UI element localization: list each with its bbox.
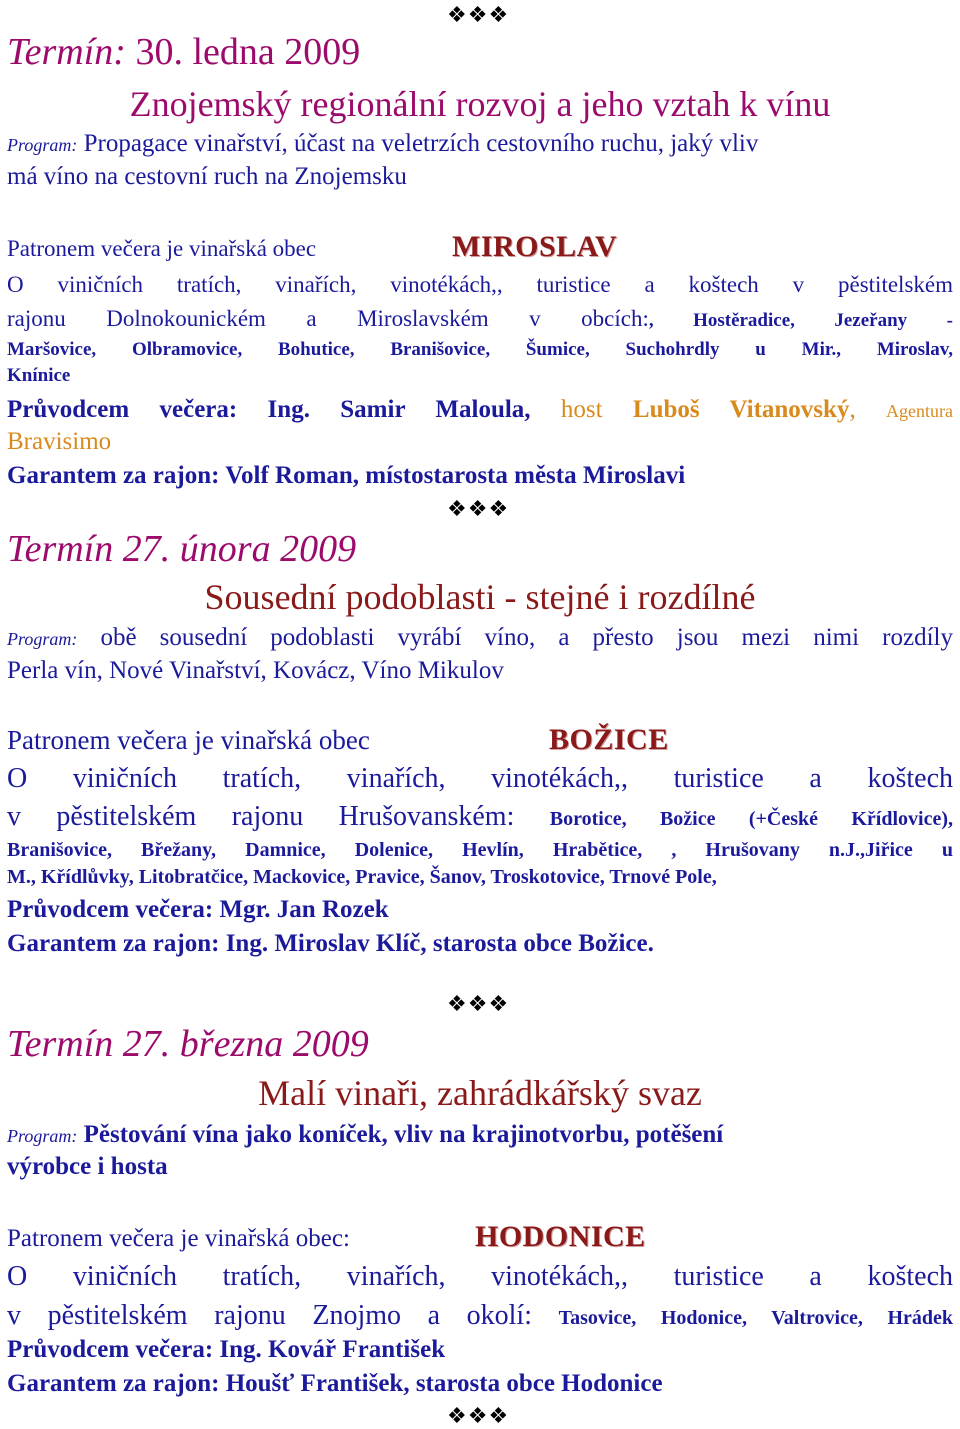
- agency-name: Bravisimo: [7, 428, 112, 455]
- desc-line-1: O viničních tratích, vinařích, vinotékách,, turistice a koštech v pěstitelském: [7, 272, 953, 297]
- guide-label: Průvodcem večera: Ing. Samir Maloula,: [7, 396, 531, 423]
- termin-heading-1: [7, 30, 360, 74]
- program-line-2: má víno na cestovní ruch na Znojemsku: [7, 163, 407, 190]
- termin-label: Termín:: [7, 31, 126, 73]
- village-bozice: BOŽICE: [549, 723, 669, 756]
- desc-text: v pěstitelském rajonu Hrušovanském:: [7, 801, 515, 832]
- program-line-2: výrobce i hosta: [7, 1153, 168, 1180]
- termin-date: 30. ledna 2009: [125, 31, 361, 73]
- program-line-1: [7, 1121, 723, 1149]
- village-list: Tasovice, Hodonice, Valtrovice, Hrádek: [558, 1307, 954, 1329]
- guarantor-3: Garantem za rajon: Houšť František, starosta obce Hodonice: [7, 1370, 663, 1397]
- guest-label: host: [560, 396, 603, 423]
- termin-heading-2: Termín 27. února 2009: [7, 528, 357, 570]
- program-label: Program:: [7, 135, 78, 155]
- program-line-2: Perla vín, Nové Vinařství, Kovácz, Víno Mikulov: [7, 657, 504, 684]
- patron-label-2: Patronem večera je vinařská obec: [7, 725, 370, 755]
- village-list: Borotice, Božice (+České Křídlovice),: [549, 808, 954, 830]
- patron-label-3: Patronem večera je vinařská obec:: [7, 1225, 350, 1252]
- guide-2: Průvodcem večera: Mgr. Jan Rozek: [7, 896, 389, 923]
- ornament-divider: ❖❖❖: [447, 2, 510, 27]
- desc-text: rajonu Dolnokounickém a Miroslavském v obcích:: [7, 306, 649, 331]
- village-list-line-3: Maršovice, Olbramovice, Bohutice, Branišovice, Šumice, Suchohrdly u Mir., Miroslav,: [7, 339, 953, 360]
- village-list-line-4: M., Křídlůvky, Litobratčice, Mackovice, Pravice, Šanov, Troskotovice, Trnové Pole,: [7, 866, 717, 888]
- guide-line-1: Průvodcem večera: Ing. Samir Maloula, host Luboš Vitanovský, Agentura: [7, 396, 953, 423]
- ornament-divider: ❖❖❖: [447, 1403, 510, 1428]
- program-label: Program:: [7, 1126, 78, 1146]
- program-line-1: [7, 130, 758, 158]
- village-list-line-4: Knínice: [7, 365, 71, 386]
- guest-name: Luboš Vitanovský: [632, 396, 850, 423]
- ornament-divider: ❖❖❖: [447, 991, 510, 1016]
- desc-text: v pěstitelském rajonu Znojmo a okolí:: [7, 1300, 532, 1331]
- guarantor-1: Garantem za rajon: Volf Roman, místostarosta města Miroslavi: [7, 462, 686, 489]
- guarantor-2: Garantem za rajon: Ing. Miroslav Klíč, starosta obce Božice.: [7, 930, 654, 957]
- desc-line-2: [7, 304, 953, 336]
- program-label: Program:: [7, 629, 78, 649]
- village-hodonice: HODONICE: [475, 1220, 646, 1253]
- desc-line-1: O viničních tratích, vinařích, vinotékách,, turistice a koštech: [7, 763, 953, 794]
- section-title-2: Sousední podoblasti - stejné i rozdílné: [204, 577, 756, 617]
- program-text: Propagace vinařství, účast na veletrzích cestovního ruchu, jaký vliv: [83, 130, 759, 157]
- patron-label-1: Patronem večera je vinařská obec: [7, 236, 317, 261]
- agency-word: Agentura: [886, 401, 953, 421]
- village-miroslav: MIROSLAV: [452, 230, 618, 263]
- program-text: Pěstování vína jako koníček, vliv na krajinotvorbu, potěšení: [83, 1121, 724, 1148]
- ornament-divider: ❖❖❖: [447, 496, 510, 521]
- desc-line-2: [7, 800, 953, 836]
- termin-heading-3: Termín 27. března 2009: [7, 1023, 369, 1065]
- guide-3: Průvodcem večera: Ing. Kovář František: [7, 1336, 446, 1363]
- program-line-1: [7, 622, 953, 655]
- village-list: , Hostěradice, Jezeřany -: [648, 310, 953, 331]
- desc-line-1: O viničních tratích, vinařích, vinotékách,, turistice a koštech: [7, 1261, 953, 1292]
- section-title-3: Malí vinaři, zahrádkářský svaz: [258, 1073, 702, 1113]
- desc-line-2: [7, 1299, 953, 1335]
- program-text: obě sousední podoblasti vyrábí víno, a přesto jsou mezi nimi rozdíly: [100, 624, 954, 651]
- village-list-line-3: Branišovice, Břežany, Damnice, Dolenice, Hevlín, Hrabětice, , Hrušovany n.J.,Jiřice u: [7, 839, 953, 861]
- section-title-1: Znojemský regionální rozvoj a jeho vztah k vínu: [129, 84, 831, 124]
